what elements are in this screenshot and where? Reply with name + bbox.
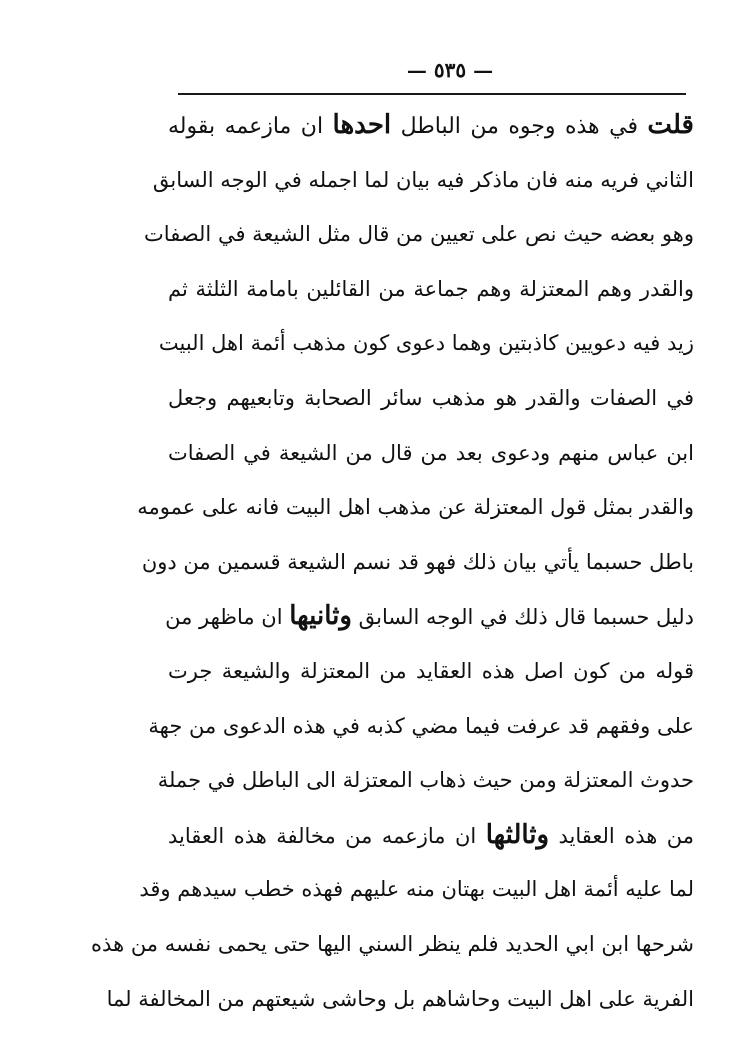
text-line [148, 699, 694, 754]
line-text: على وفقهم قد عرفت فيما مضي كذبه في هذه الدعوى من جهة [148, 713, 694, 738]
text-line [144, 207, 694, 262]
text-line [157, 753, 694, 808]
text-line [106, 972, 694, 1027]
line-text: دليل حسبما قال ذلك في الوجه السابق [351, 605, 694, 630]
header-rule [178, 93, 686, 95]
line-text: والقدر بمثل قول المعتزلة عن مذهب اهل البيت فانه على عمومه [137, 495, 694, 520]
text-line [168, 98, 694, 153]
line-text: في هذه وجوه من الباطل [391, 114, 648, 139]
line-text: الثاني فريه منه فان ماذكر فيه بيان لما اجمله في الوجه السابق [152, 167, 694, 192]
emphasized-word: قلت [647, 110, 694, 140]
text-line [165, 589, 694, 644]
text-line [168, 644, 694, 699]
line-text: ان مازعمه من مخالفة هذه العقايد [168, 823, 486, 848]
line-text: وهو بعضه حيث نص على تعيين من قال مثل الشيعة في الصفات [144, 222, 694, 247]
text-line [168, 262, 694, 317]
emphasized-word: احدها [332, 110, 392, 140]
text-line [168, 426, 694, 481]
text-line [158, 316, 694, 371]
line-text: من هذه العقايد [549, 823, 694, 848]
line-text: شرحها ابن ابي الحديد فلم ينظر السني اليها حتى يحمى نفسه من هذه [91, 931, 694, 956]
line-text: حدوث المعتزلة ومن حيث ذهاب المعتزلة الى الباطل في جملة [157, 768, 694, 793]
line-text: قوله من كون اصل هذه العقايد من المعتزلة والشيعة جرت [168, 658, 694, 683]
text-line [139, 862, 694, 917]
text-line [137, 480, 694, 535]
line-text: في الصفات والقدر هو مذهب سائر الصحابة وتابعيهم وجعل [168, 385, 694, 410]
body-text [91, 98, 694, 1026]
line-text: الفرية على اهل البيت وحاشاهم بل وحاشى شيعتهم من المخالفة لما [106, 986, 694, 1011]
emphasized-word: وثانيها [289, 601, 352, 632]
text-line [168, 371, 694, 426]
text-line [91, 917, 694, 972]
page-number: — ٥٣٥ — [406, 58, 494, 82]
text-line [152, 153, 694, 208]
emphasized-word: وثالثها [485, 819, 550, 850]
text-line [141, 535, 694, 590]
line-text: زيد فيه دعويين كاذبتين وهما دعوى كون مذهب أئمة اهل البيت [158, 331, 694, 356]
line-text: ان مازعمه بقوله [168, 114, 333, 139]
line-text: والقدر وهم المعتزلة وهم جماعة من القائلين بامامة الثلثة ثم [168, 276, 694, 301]
page-header [0, 54, 744, 94]
line-text: ان ماظهر من [165, 605, 290, 630]
line-text: ابن عباس منهم ودعوى بعد من قال من الشيعة في الصفات [168, 440, 694, 465]
text-line [168, 808, 694, 863]
line-text: باطل حسبما يأتي بيان ذلك فهو قد نسم الشيعة قسمين من دون [141, 549, 694, 574]
line-text: لما عليه أئمة اهل البيت بهتان منه عليهم فهذه خطب سيدهم وقد [139, 877, 694, 902]
